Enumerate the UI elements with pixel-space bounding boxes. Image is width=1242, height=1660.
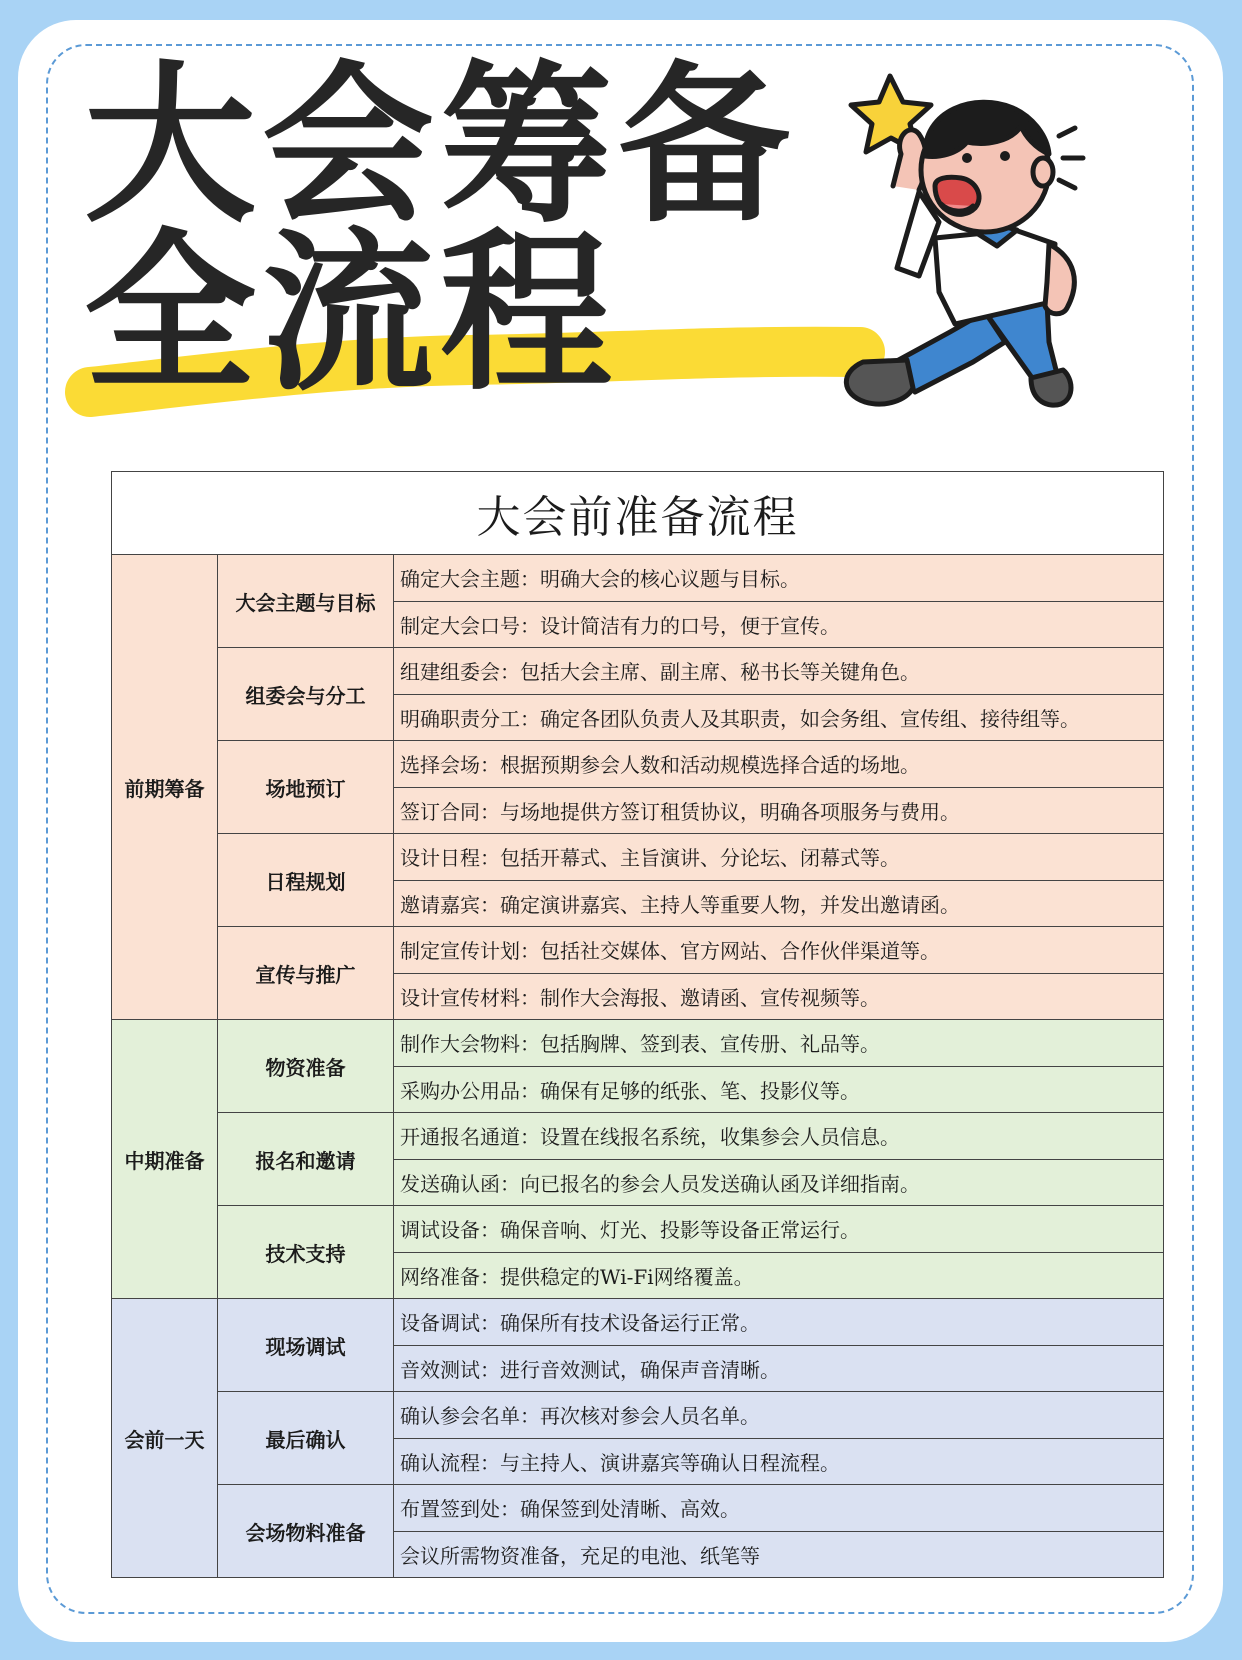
item-cell: 确认流程：与主持人、演讲嘉宾等确认日程流程。 (394, 1438, 1164, 1485)
item-cell: 设备调试：确保所有技术设备运行正常。 (394, 1299, 1164, 1346)
title-line-2: 全流程 (84, 213, 618, 414)
table-row (112, 927, 1164, 974)
group-cell: 大会主题与目标 (218, 555, 394, 648)
group-cell: 技术支持 (218, 1206, 394, 1299)
table-body (112, 555, 1164, 1578)
item-cell: 确定大会主题：明确大会的核心议题与目标。 (394, 555, 1164, 602)
item-cell: 采购办公用品：确保有足够的纸张、笔、投影仪等。 (394, 1066, 1164, 1113)
title-line-1: 大会筹备 (84, 45, 796, 246)
phase-cell: 中期准备 (112, 1020, 218, 1299)
item-cell: 选择会场：根据预期参会人数和活动规模选择合适的场地。 (394, 741, 1164, 788)
table-row (112, 834, 1164, 881)
item-cell: 音效测试：进行音效测试，确保声音清晰。 (394, 1345, 1164, 1392)
table-row (112, 1485, 1164, 1532)
item-cell: 设计宣传材料：制作大会海报、邀请函、宣传视频等。 (394, 973, 1164, 1020)
item-cell: 制定大会口号：设计简洁有力的口号，便于宣传。 (394, 601, 1164, 648)
group-cell: 日程规划 (218, 834, 394, 927)
group-cell: 组委会与分工 (218, 648, 394, 741)
item-cell: 会议所需物资准备，充足的电池、纸笔等 (394, 1531, 1164, 1578)
item-cell: 设计日程：包括开幕式、主旨演讲、分论坛、闭幕式等。 (394, 834, 1164, 881)
item-cell: 邀请嘉宾：确定演讲嘉宾、主持人等重要人物，并发出邀请函。 (394, 880, 1164, 927)
item-cell: 组建组委会：包括大会主席、副主席、秘书长等关键角色。 (394, 648, 1164, 695)
item-cell: 调试设备：确保音响、灯光、投影等设备正常运行。 (394, 1206, 1164, 1253)
phase-cell: 前期筹备 (112, 555, 218, 1020)
item-cell: 确认参会名单：再次核对参会人员名单。 (394, 1392, 1164, 1439)
table-row (112, 1299, 1164, 1346)
group-cell: 物资准备 (218, 1020, 394, 1113)
group-cell: 最后确认 (218, 1392, 394, 1485)
item-cell: 制作大会物料：包括胸牌、签到表、宣传册、礼品等。 (394, 1020, 1164, 1067)
group-cell: 报名和邀请 (218, 1113, 394, 1206)
table-row (112, 1206, 1164, 1253)
table-title: 大会前准备流程 (112, 472, 1164, 555)
item-cell: 明确职责分工：确定各团队负责人及其职责，如会务组、宣传组、接待组等。 (394, 694, 1164, 741)
item-cell: 网络准备：提供稳定的Wi-Fi网络覆盖。 (394, 1252, 1164, 1299)
item-cell: 开通报名通道：设置在线报名系统，收集参会人员信息。 (394, 1113, 1164, 1160)
table-row (112, 741, 1164, 788)
cartoon-boy-holding-star-icon (835, 62, 1155, 432)
item-cell: 签订合同：与场地提供方签订租赁协议，明确各项服务与费用。 (394, 787, 1164, 834)
table-row (112, 1392, 1164, 1439)
table-row (112, 648, 1164, 695)
item-cell: 布置签到处：确保签到处清晰、高效。 (394, 1485, 1164, 1532)
group-cell: 宣传与推广 (218, 927, 394, 1020)
group-cell: 场地预订 (218, 741, 394, 834)
item-cell: 制定宣传计划：包括社交媒体、官方网站、合作伙伴渠道等。 (394, 927, 1164, 974)
group-cell: 现场调试 (218, 1299, 394, 1392)
item-cell: 发送确认函：向已报名的参会人员发送确认函及详细指南。 (394, 1159, 1164, 1206)
process-table (111, 471, 1164, 1578)
table-row (112, 1020, 1164, 1067)
table-row (112, 1113, 1164, 1160)
table-row (112, 555, 1164, 602)
phase-cell: 会前一天 (112, 1299, 218, 1578)
group-cell: 会场物料准备 (218, 1485, 394, 1578)
